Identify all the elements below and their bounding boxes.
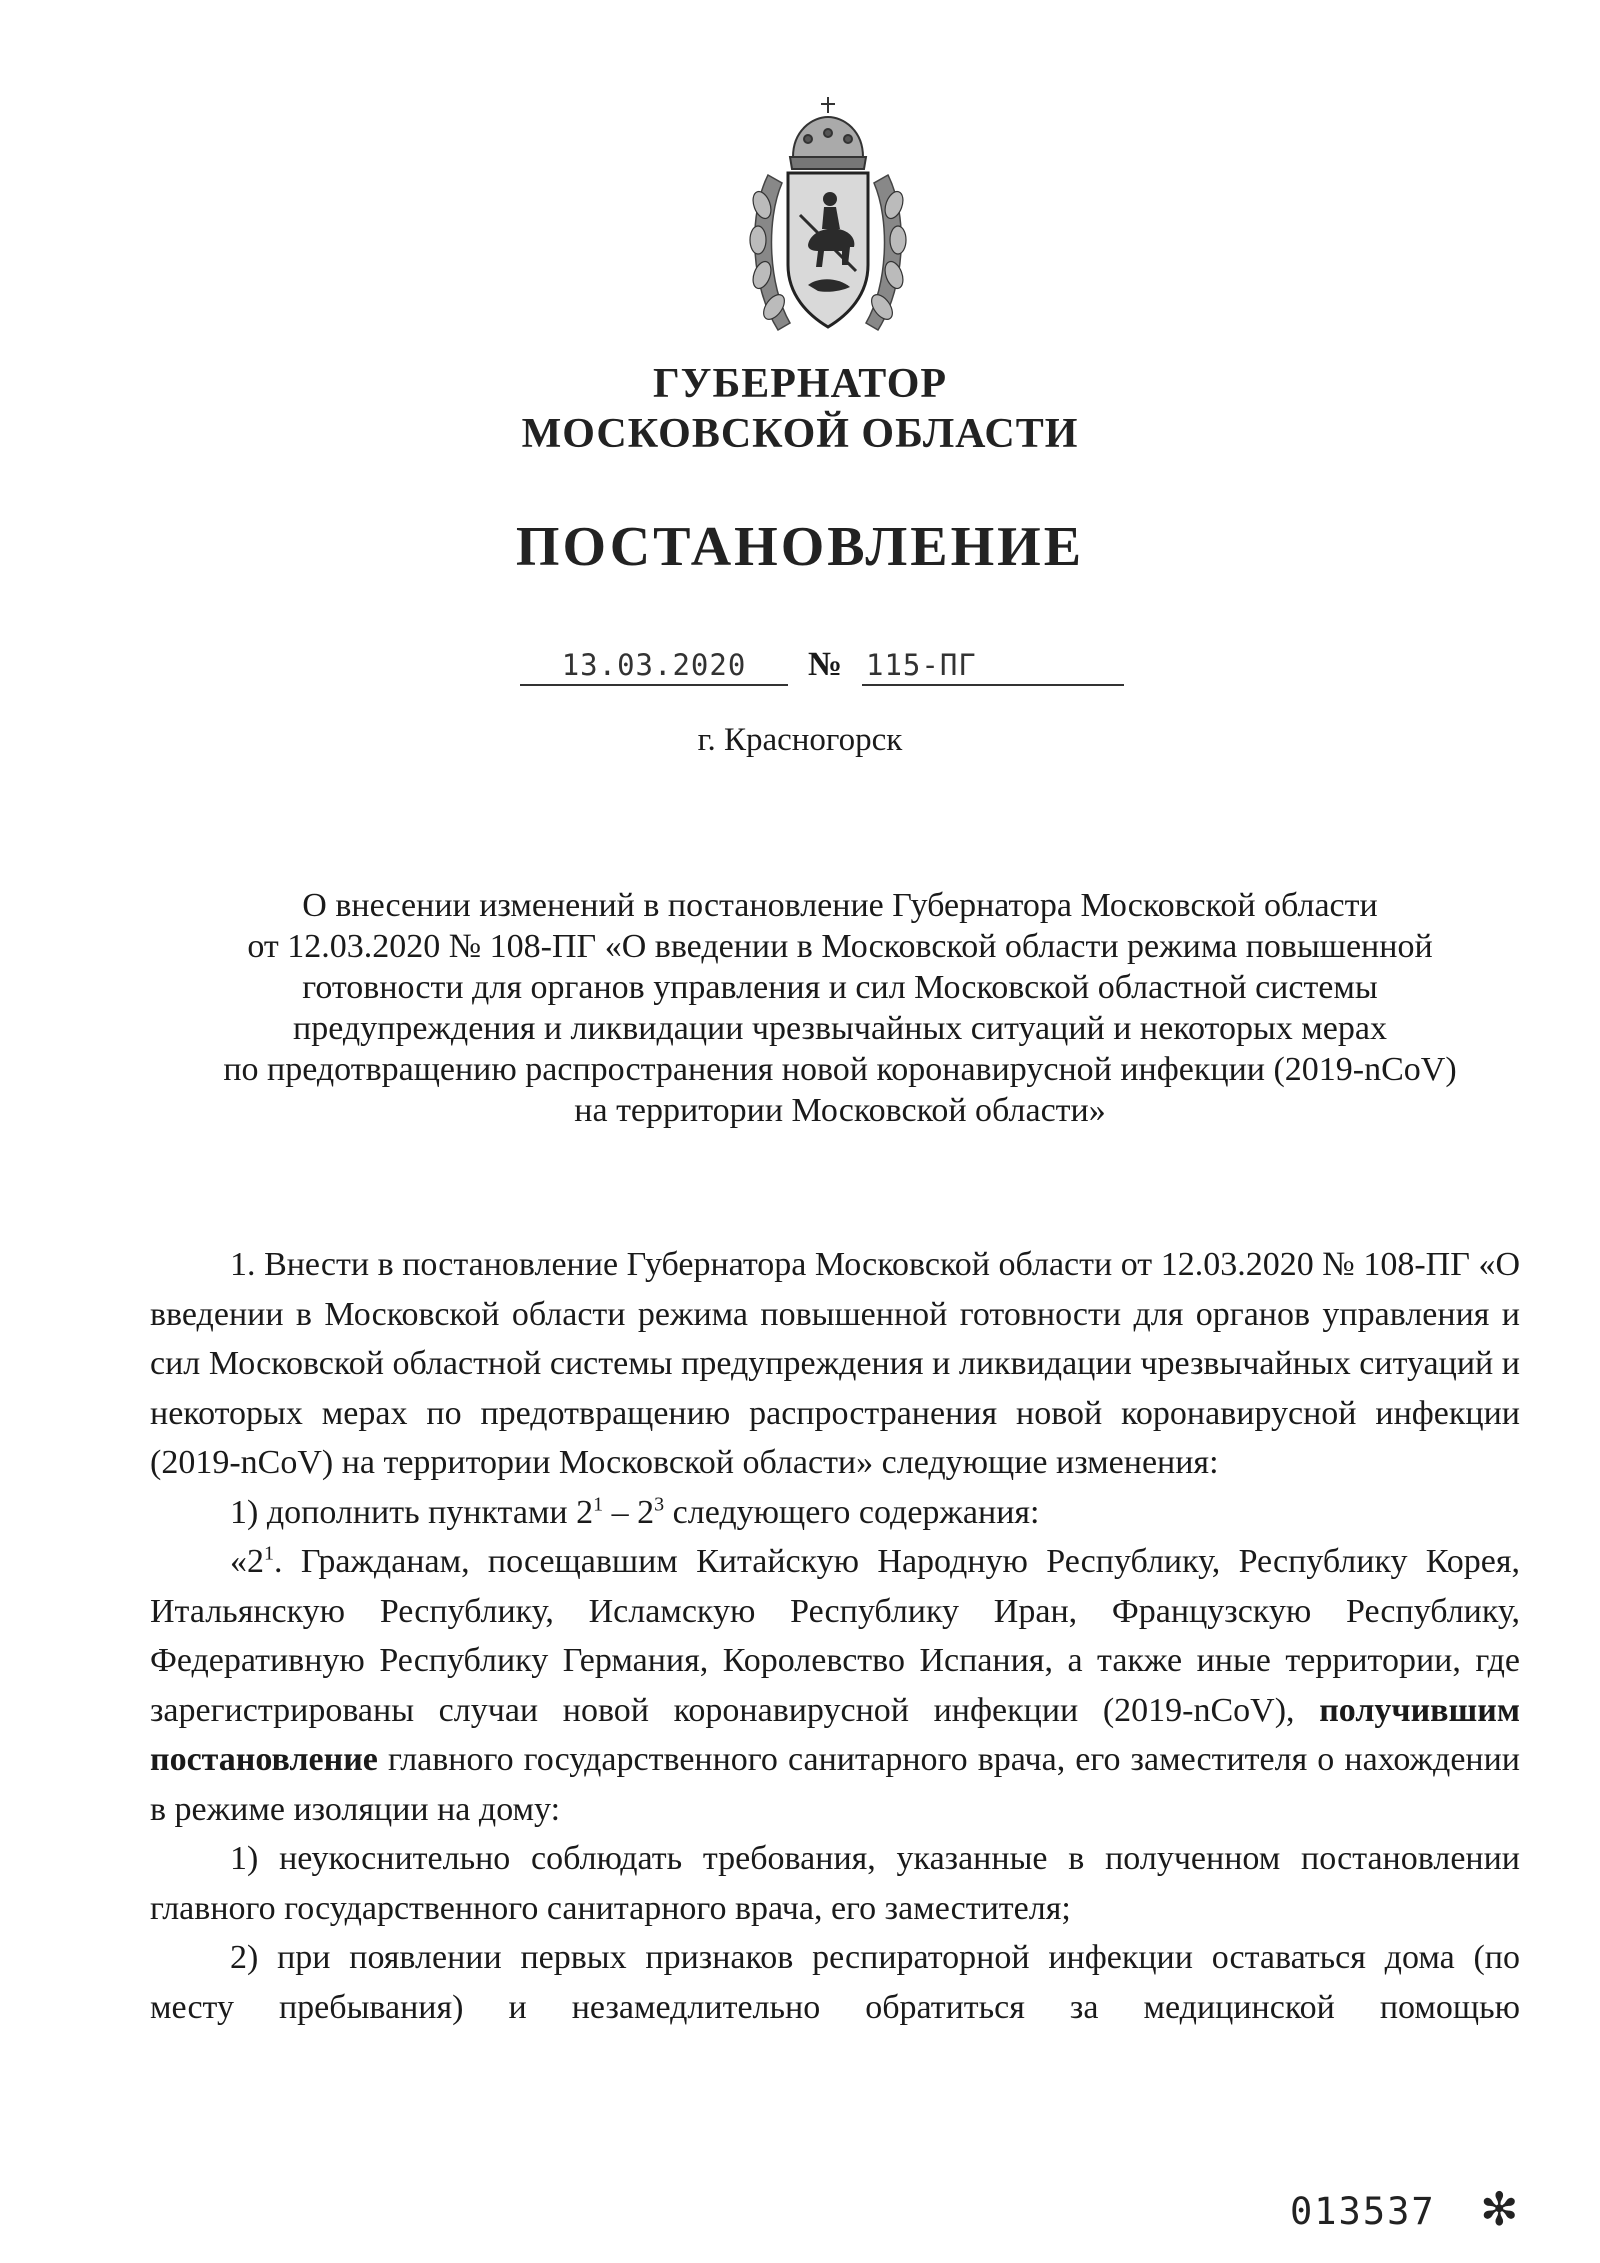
document-type: ПОСТАНОВЛЕНИЕ — [515, 516, 1085, 578]
document-number: 115-ПГ — [862, 648, 1124, 686]
p2-text-b: – 2 — [603, 1493, 655, 1531]
paragraph-1: 1. Внести в постановление Губернатора Московской области от 12.03.2020 № 108-ПГ «О введении в Московской области режима повышенной готовности для органов управления и сил Московской областной системы предупреждения и ликвидации чрезвычайных ситуаций и некоторых мерах по предотвращению распространения новой коронавирусной инфекции (2019-nCoV) на территории Московской области» следующие изменения: — [150, 1246, 1520, 1481]
document-title — [140, 885, 1540, 1131]
paragraph-2 — [150, 1488, 1520, 1538]
p2-text-a: 1) дополнить пунктами 2 — [230, 1493, 594, 1531]
serial-number: 013537 — [1290, 2190, 1436, 2233]
p3-sup: 1 — [264, 1542, 274, 1565]
p2-text-c: следующего содержания: — [664, 1493, 1040, 1531]
issue-city: г. Красногорск — [697, 722, 903, 758]
paragraph-3 — [150, 1537, 1520, 1834]
document-body — [150, 1240, 1520, 2032]
paragraph-5: 2) при появлении первых признаков респираторной инфекции оставаться дома (по месту пребывания) и незамедлительно обратиться за медицинской помощью — [150, 1939, 1520, 2026]
title-line: по предотвращению распространения новой коронавирусной инфекции (2019-nCoV) — [223, 1051, 1457, 1088]
number-sign: № — [808, 646, 843, 683]
p3-bold-text: получившим постановление — [150, 1691, 1520, 1778]
issuer-region: МОСКОВСКОЙ ОБЛАСТИ — [521, 411, 1079, 457]
title-line: на территории Московской области» — [574, 1092, 1106, 1129]
p2-sup-1: 1 — [593, 1493, 604, 1516]
date-number-line — [0, 648, 1600, 688]
document-date: 13.03.2020 — [520, 648, 788, 686]
coat-of-arms-icon — [738, 95, 918, 345]
p3-text-a: «2 — [230, 1543, 264, 1580]
title-line: от 12.03.2020 № 108-ПГ «О введении в Московской области режима повышенной — [247, 928, 1433, 965]
p3-text-b: . Гражданам, посещавшим Китайскую Народную Республику, Республику Корея, Итальянскую Республику, Исламскую Республику Иран, Французскую Республику, Федеративную Республику Германия, Королевство Испания, а также иные территории, где зарегистрированы случаи новой коронавирусной инфекции (2019-nCoV), — [150, 1543, 1520, 1729]
paragraph-4: 1) неукоснительно соблюдать требования, указанные в полученном постановлении главного государственного санитарного врача, его заместителя; — [150, 1840, 1520, 1927]
p2-sup-2: 3 — [654, 1493, 665, 1516]
issuer-title: ГУБЕРНАТОР — [652, 361, 948, 407]
title-line: предупреждения и ликвидации чрезвычайных ситуаций и некоторых мерах — [293, 1010, 1387, 1047]
title-line: О внесении изменений в постановление Губернатора Московской области — [302, 887, 1378, 924]
asterisk-mark-icon: ✻ — [1480, 2184, 1519, 2235]
title-line: готовности для органов управления и сил Московской областной системы — [302, 969, 1378, 1006]
p3-text-c: главного государственного санитарного врача, его заместителя о нахождении в режиме изоляции на дому: — [150, 1741, 1520, 1828]
